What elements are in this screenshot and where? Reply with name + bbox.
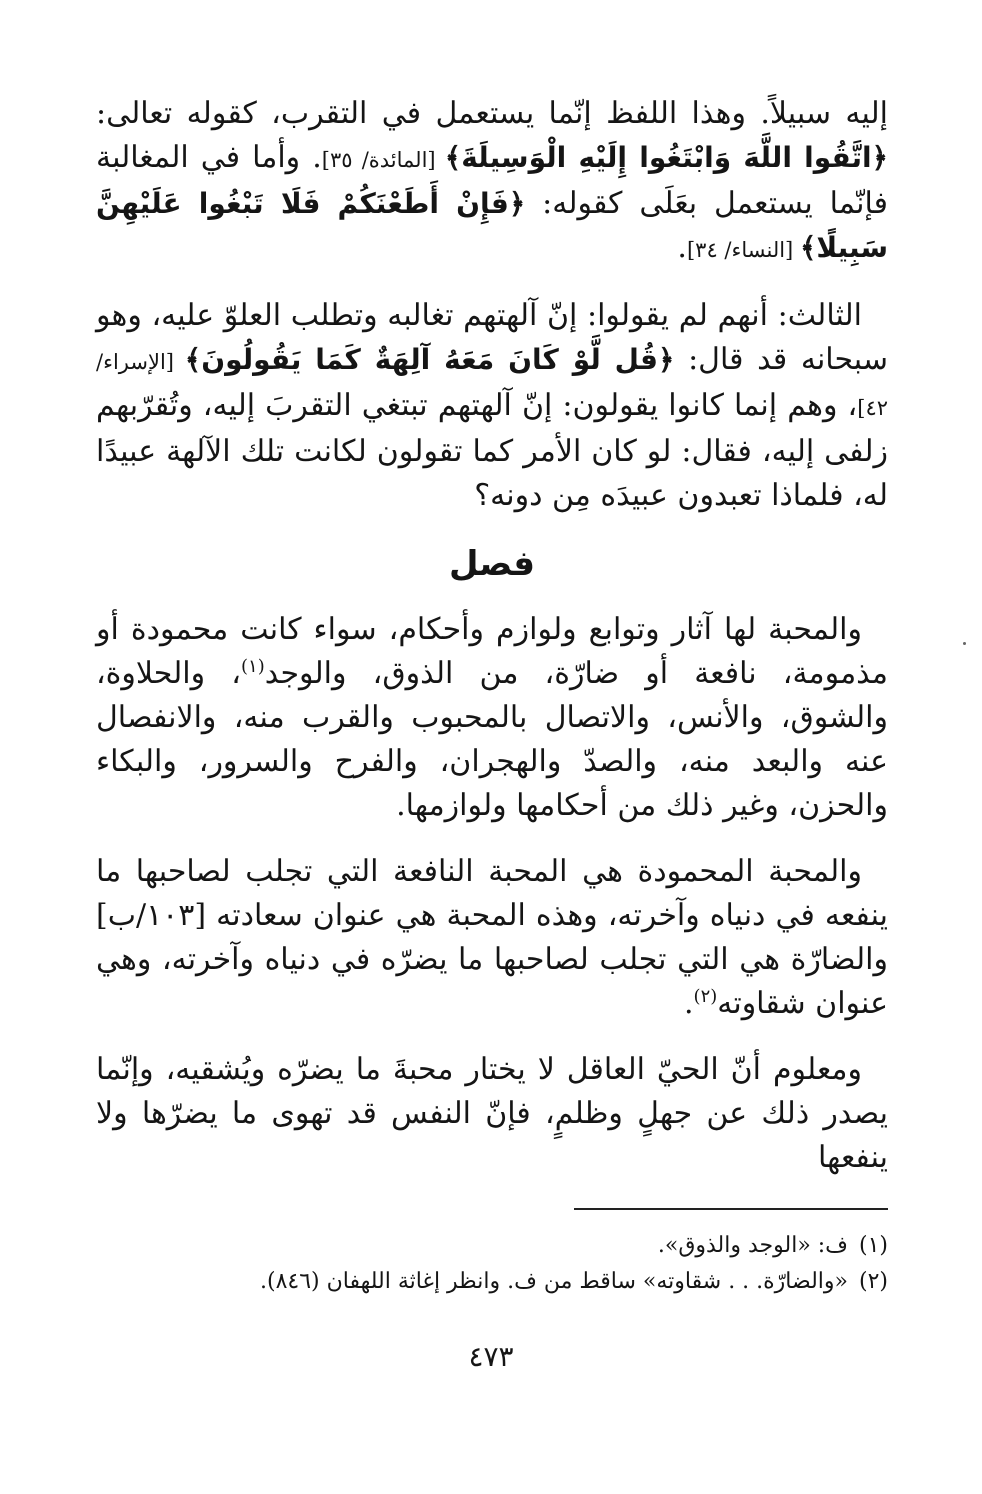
text: والمحبة المحمودة هي المحبة النافعة التي تجلب لصاحبها ما ينفعه في دنياه وآخرته، وهذه المحبة هي عنوان سعادته [١٠٣/ب] والضارّة هي التي تجلب لصاحبها ما يضرّه في دنياه وآخرته، وهي عنوان شقاوته <box>96 854 889 1021</box>
text: . وأما في المغالبة فإنّما يستعمل بعَلَى كقوله: <box>96 140 888 221</box>
text: ، وهم إنما كانوا يقولون: إنّ آلهتهم تبتغي التقربَ إليه، وتُقرّبهم زلفى إليه، فقال: لو كان الأمر كما تقولون لكانت تلك الآلهة عبيدًا له، فلماذا تعبدون عبيدَه مِن دونه؟ <box>96 388 888 513</box>
footnote-2 <box>96 1264 888 1300</box>
quran-verse: ﴿اتَّقُوا اللَّهَ وَابْتَغُوا إِلَيْهِ الْوَسِيلَةَ﴾ <box>444 141 888 174</box>
paragraph-4 <box>96 850 888 1026</box>
text: . <box>677 230 687 265</box>
margin-speck <box>963 642 966 645</box>
footnote-number: (١) <box>858 1233 888 1258</box>
page-body <box>96 92 888 1300</box>
page-number: ٤٧٣ <box>468 1340 514 1373</box>
paragraph-2 <box>96 294 888 518</box>
quran-verse: ﴿قُل لَّوْ كَانَ مَعَهُ آلِهَةٌ كَمَا يَقُولُونَ﴾ <box>184 343 675 376</box>
paragraph-5 <box>96 1048 888 1180</box>
footnote-1 <box>96 1228 888 1264</box>
paragraph-3 <box>96 608 888 828</box>
text: ومعلوم أنّ الحيّ العاقل لا يختار محبةَ ما يضرّه ويُشقيه، وإنّما يصدر ذلك عن جهلٍ وظلمٍ، فإنّ النفس قد تهوى ما يضرّها ولا ينفعها <box>96 1052 888 1175</box>
text: ، والحلاوة، والشوق، والأنس، والاتصال بالمحبوب والقرب منه، والانفصال عنه والبعد منه، والصدّ والهجران، والفرح والسرور، والبكاء والحزن، وغير ذلك من أحكامها ولوازمها. <box>96 656 888 823</box>
text: والمحبة لها آثار وتوابع ولوازم وأحكام، سواء كانت محمودة أو مذمومة، نافعة أو ضارّة، من الذوق، والوجد <box>96 612 888 691</box>
text: إليه سبيلاً. وهذا اللفظ إنّما يستعمل في التقرب، كقوله تعالى: <box>96 96 888 131</box>
text: . <box>683 986 694 1021</box>
quran-verse: ﴿فَإِنْ أَطَعْنَكُمْ فَلَا تَبْغُوا عَلَيْهِنَّ سَبِيلًا﴾ <box>96 187 888 264</box>
text: الثالث: أنهم لم يقولوا: إنّ آلهتهم تغالبه وتطلب العلوّ عليه، وهو سبحانه قد قال: <box>96 298 889 377</box>
verse-reference: [المائدة/ ٣٥] <box>321 148 445 172</box>
footnote-text: ف: «الوجد والذوق». <box>657 1233 848 1258</box>
footnote-number: (٢) <box>858 1269 888 1294</box>
paragraph-1 <box>96 92 888 272</box>
footnote-marker[interactable]: (١) <box>240 656 265 677</box>
verse-reference: [النساء/ ٣٤] <box>686 238 800 262</box>
footnote-marker[interactable]: (٢) <box>693 986 718 1007</box>
verse-reference: [الإسراء/ ٤٢] <box>96 350 888 420</box>
section-title: فصل <box>448 544 536 584</box>
footnote-separator <box>574 1208 888 1210</box>
footnote-text: «والضارّة. . . شقاوته» ساقط من ف. وانظر إغاثة اللهفان (٨٤٦). <box>259 1269 848 1294</box>
